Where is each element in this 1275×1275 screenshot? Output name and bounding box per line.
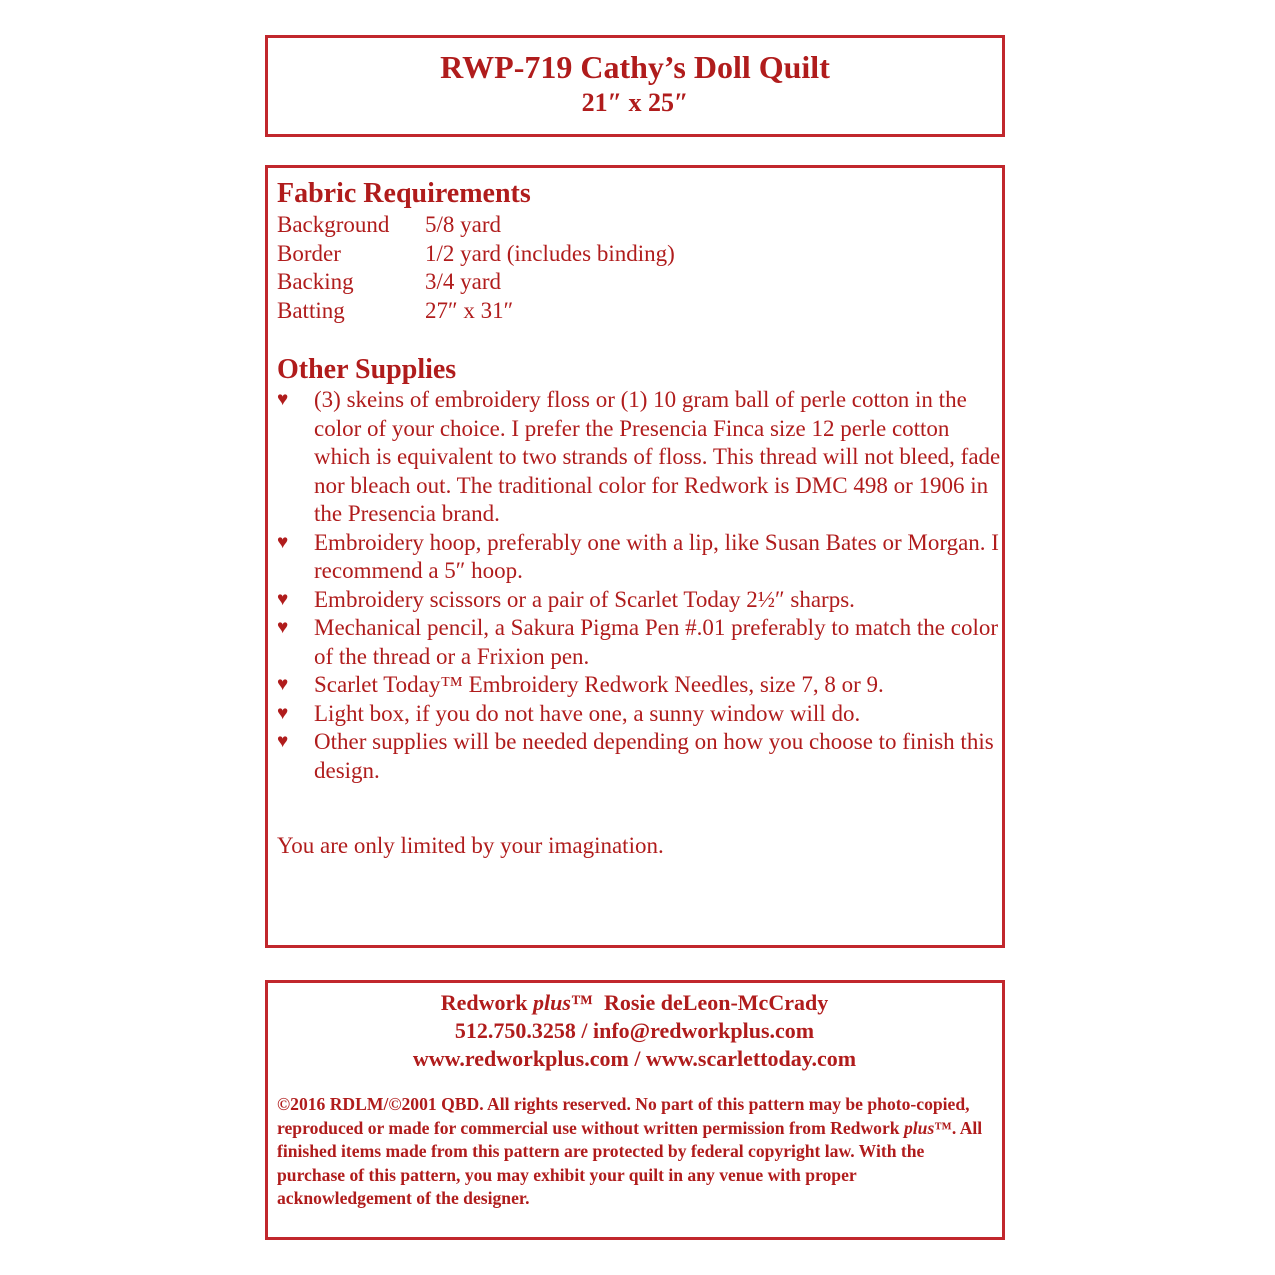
fabric-amount: 1/2 yard (includes binding) [425, 240, 675, 266]
fabric-row [277, 240, 1002, 269]
list-item [277, 386, 1007, 529]
fabric-name: Backing [277, 269, 354, 295]
pattern-title: RWP-719 Cathy’s Doll Quilt [440, 49, 830, 85]
list-item [277, 700, 1007, 729]
supply-text: Other supplies will be needed depending on how you choose to finish this design. [314, 729, 994, 783]
copyright-part1: ©2016 RDLM/©2001 QBD. All rights reserved. No part of this pattern may be photo-copied, reproduced or made for commercial use without written permission from Redwork [277, 1094, 970, 1138]
brand-line [277, 989, 992, 1017]
supplies-heading: Other Supplies [277, 354, 457, 386]
copyright-plus: plus [903, 1117, 935, 1138]
fabric-row [277, 268, 1002, 297]
list-item [277, 671, 1007, 700]
websites: www.redworkplus.com / www.scarlettoday.com [412, 1046, 857, 1071]
fabric-name: Border [277, 240, 341, 266]
brand-plus: plus [533, 990, 571, 1015]
heart-bullet-icon: ♥ [277, 674, 289, 696]
copyright-notice [277, 1093, 992, 1211]
supplies-list [277, 386, 1007, 785]
title-box [265, 35, 1005, 137]
designer-name: Rosie deLeon-McCrady [603, 990, 829, 1015]
trademark: ™ [570, 990, 593, 1015]
contact-block [277, 989, 992, 1073]
heart-bullet-icon: ♥ [277, 531, 289, 553]
phone-email: 512.750.3258 / info@redworkplus.com [454, 1018, 815, 1043]
fabric-amount: 27″ x 31″ [425, 297, 514, 323]
heart-bullet-icon: ♥ [277, 731, 289, 753]
list-item [277, 586, 1007, 615]
fabric-heading: Fabric Requirements [277, 178, 531, 209]
copyright-part2: ™. All finished items made from this pattern are protected by federal copyright law. With the purchase of this pattern, you may exhibit your quilt in any venue with proper acknowledgement of the designer. [277, 1117, 983, 1208]
list-item [277, 728, 1007, 785]
brand-name: Redwork [440, 990, 528, 1015]
fabric-row [277, 297, 1002, 326]
fabric-amount: 3/4 yard [425, 269, 502, 295]
supply-text: Scarlet Today™ Embroidery Redwork Needles, size 7, 8 or 9. [314, 672, 884, 698]
fabric-row [277, 211, 1002, 240]
closing-note: You are only limited by your imagination. [277, 833, 664, 859]
list-item [277, 614, 1007, 671]
heart-bullet-icon: ♥ [277, 389, 289, 411]
supply-text: Embroidery scissors or a pair of Scarlet Today 2½″ sharps. [314, 586, 855, 612]
supply-text: Light box, if you do not have one, a sunny window will do. [314, 700, 861, 726]
contact-box [265, 980, 1005, 1240]
requirements-box [265, 165, 1005, 948]
fabric-table [277, 211, 1002, 325]
heart-bullet-icon: ♥ [277, 617, 289, 639]
quilt-size: 21″ x 25″ [581, 88, 689, 117]
fabric-name: Background [277, 212, 390, 237]
supply-text: Mechanical pencil, a Sakura Pigma Pen #.01 preferably to match the color of the thread or a Frixion pen. [314, 615, 999, 669]
fabric-amount: 5/8 yard [425, 212, 502, 237]
heart-bullet-icon: ♥ [277, 702, 289, 724]
heart-bullet-icon: ♥ [277, 588, 289, 610]
fabric-name: Batting [277, 297, 345, 323]
supply-text: Embroidery hoop, preferably one with a lip, like Susan Bates or Morgan. I recommend a 5″ hoop. [314, 529, 999, 584]
list-item [277, 529, 1007, 586]
supply-text: (3) skeins of embroidery floss or (1) 10 gram ball of perle cotton in the color of your choice. I prefer the Presencia Finca size 12 perle cotton which is equivalent to two strands of floss. This thread will not bleed, fade nor bleach out. The traditional color for Redwork is DMC 498 or 1906 in the Presencia brand. [314, 387, 1001, 527]
